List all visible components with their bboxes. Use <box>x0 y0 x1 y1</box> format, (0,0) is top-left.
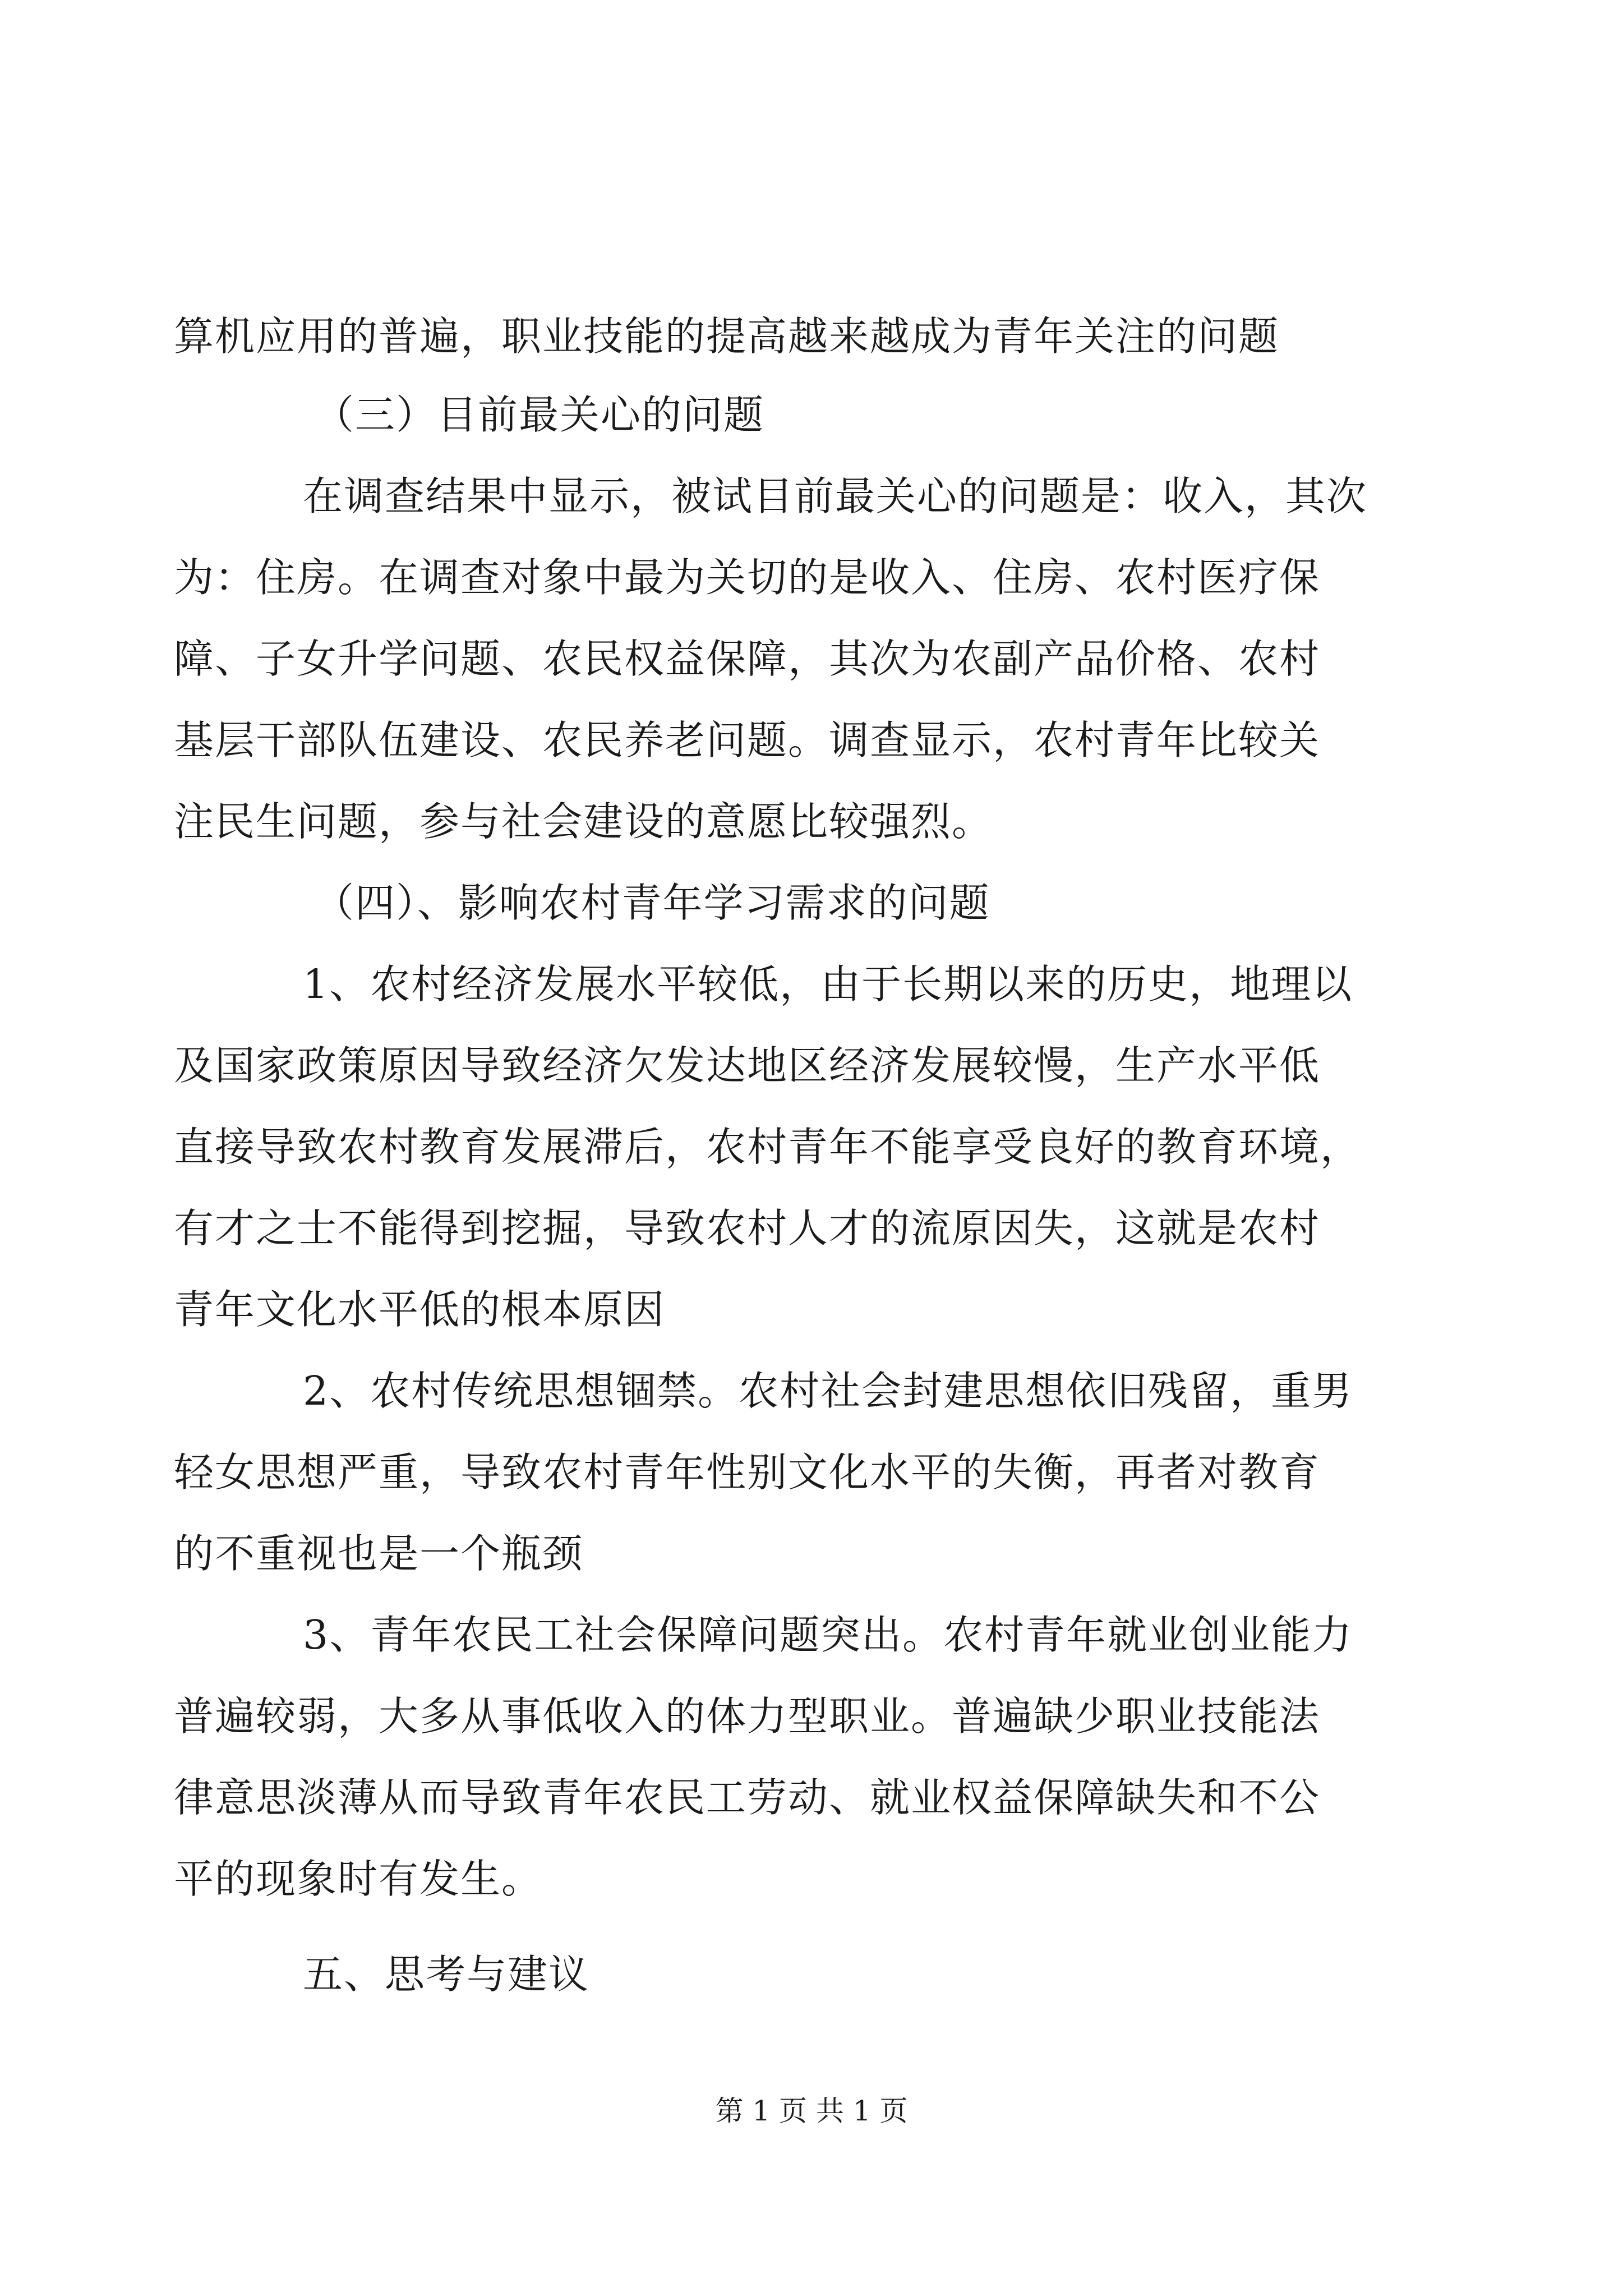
text-line: 直接导致农村教育发展滞后，农村青年不能享受良好的教育环境， <box>174 1124 1362 1170</box>
text-line: 1、农村经济发展水平较低，由于长期以来的历史，地理以 <box>303 961 1353 1007</box>
text-line: 2、农村传统思想锢禁。农村社会封建思想依旧残留，重男 <box>303 1368 1353 1414</box>
section-heading: 五、思考与建议 <box>303 1951 590 1998</box>
text-line: 轻女思想严重，导致农村青年性别文化水平的失衡，再者对教育 <box>174 1449 1321 1496</box>
text-line: 有才之士不能得到挖掘，导致农村人才的流原因失，这就是农村 <box>174 1205 1321 1251</box>
text-line: 普遍较弱，大多从事低收入的体力型职业。普遍缺少职业技能法 <box>174 1693 1321 1740</box>
text-line: 平的现象时有发生。 <box>174 1856 543 1902</box>
text-line: 及国家政策原因导致经济欠发达地区经济发展较慢，生产水平低 <box>174 1042 1321 1089</box>
section-heading: （四）、影响农村青年学习需求的问题 <box>314 880 990 926</box>
text-line: 律意思淡薄从而导致青年农民工劳动、就业权益保障缺失和不公 <box>174 1774 1321 1821</box>
text-line: 基层干部队伍建设、农民养老问题。调查显示，农村青年比较关 <box>174 717 1321 763</box>
section-heading: （三）目前最关心的问题 <box>314 392 765 438</box>
page-footer: 第 1 页 共 1 页 <box>715 2095 908 2127</box>
text-line: 3、青年农民工社会保障问题突出。农村青年就业创业能力 <box>303 1612 1353 1658</box>
text-line: 注民生问题，参与社会建设的意愿比较强烈。 <box>174 798 993 845</box>
text-line: 障、子女升学问题、农民权益保障，其次为农副产品价格、农村 <box>174 636 1321 682</box>
text-line: 算机应用的普遍，职业技能的提高越来越成为青年关注的问题 <box>174 313 1280 360</box>
text-line: 青年文化水平低的根本原因 <box>174 1286 666 1333</box>
text-line: 在调查结果中显示，被试目前最关心的问题是：收入，其次 <box>303 473 1368 519</box>
text-line: 的不重视也是一个瓶颈 <box>174 1530 584 1577</box>
text-line: 为：住房。在调查对象中最为关切的是收入、住房、农村医疗保 <box>174 554 1321 601</box>
